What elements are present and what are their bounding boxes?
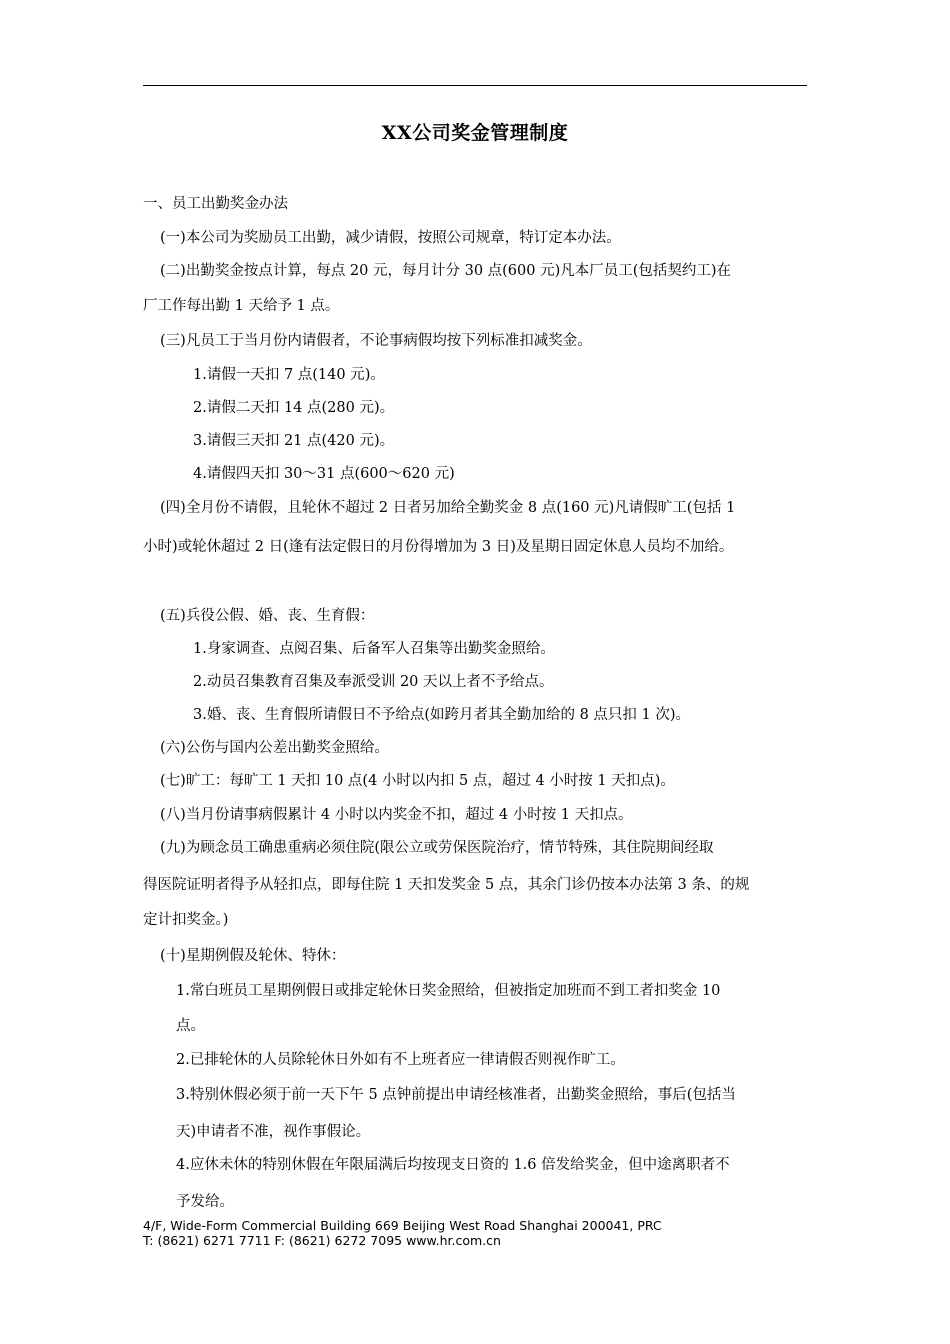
list-item: 4.应休未休的特别休假在年限届满后均按现支日资的 1.6 倍发给奖金，但中途离职者不 [176,1157,730,1173]
header-rule [143,85,807,86]
paragraph-line: (一)本公司为奖励员工出勤，减少请假，按照公司规章，特订定本办法。 [160,230,621,246]
list-item: 1.常白班员工星期例假日或排定轮休日奖金照给，但被指定加班而不到工者扣奖金 10 [176,983,721,999]
list-item: 3.婚、丧、生育假所请假日不予给点(如跨月者其全勤加给的 8 点只扣 1 次)。 [193,707,691,723]
paragraph-line: 得医院证明者得予从轻扣点，即每住院 1 天扣发奖金 5 点，其余门诊仍按本办法第 3 条、的规 [143,877,750,893]
paragraph-line: (六)公伤与国内公差出勤奖金照给。 [160,740,389,756]
list-item: 2.请假二天扣 14 点(280 元)。 [193,400,395,416]
paragraph-line: 小时)或轮休超过 2 日(逢有法定假日的月份得增加为 3 日)及星期日固定休息人员均不加给。 [143,539,734,555]
paragraph-line: (十)星期例假及轮休、特休： [160,948,346,964]
list-item: 2.已排轮休的人员除轮休日外如有不上班者应一律请假否则视作旷工。 [176,1052,625,1068]
page-title: XX公司奖金管理制度 [381,122,569,144]
footer-address: 4/F, Wide-Form Commercial Building 669 Beijing West Road Shanghai 200041, PRC [143,1218,662,1233]
section-heading: 一、员工出勤奖金办法 [143,196,288,212]
list-item: 3.特别休假必须于前一天下午 5 点钟前提出申请经核准者，出勤奖金照给，事后(包括当 [176,1087,736,1103]
list-item: 1.身家调查、点阅召集、后备军人召集等出勤奖金照给。 [193,641,555,657]
list-item: 予发给。 [176,1194,234,1210]
paragraph-line: 厂工作每出勤 1 天给予 1 点。 [143,298,340,314]
list-item: 2.动员召集教育召集及奉派受训 20 天以上者不予给点。 [193,674,554,690]
list-item: 4.请假四天扣 30～31 点(600～620 元) [193,466,455,482]
paragraph-line: 定计扣奖金。) [143,912,229,928]
paragraph-line: (四)全月份不请假，且轮休不超过 2 日者另加给全勤奖金 8 点(160 元)凡请假旷工(包括 1 [160,500,736,516]
list-item: 1.请假一天扣 7 点(140 元)。 [193,367,385,383]
list-item: 3.请假三天扣 21 点(420 元)。 [193,433,395,449]
paragraph-line: (二)出勤奖金按点计算，每点 20 元，每月计分 30 点(600 元)凡本厂员工(包括契约工)在 [160,263,732,279]
paragraph-line: (五)兵役公假、婚、丧、生育假： [160,608,375,624]
footer-contact: T: (8621) 6271 7711 F: (8621) 6272 7095 www.hr.com.cn [143,1233,501,1248]
paragraph-line: (三)凡员工于当月份内请假者，不论事病假均按下列标准扣减奖金。 [160,333,592,349]
paragraph-line: (七)旷工：每旷工 1 天扣 10 点(4 小时以内扣 5 点，超过 4 小时按 1 天扣点)。 [160,773,675,789]
list-item: 点。 [176,1018,205,1034]
paragraph-line: (九)为顾念员工确患重病必须住院(限公立或劳保医院治疗，情节特殊，其住院期间经取 [160,840,714,856]
paragraph-line: (八)当月份请事病假累计 4 小时以内奖金不扣，超过 4 小时按 1 天扣点。 [160,807,633,823]
list-item: 天)申请者不准，视作事假论。 [176,1124,371,1140]
